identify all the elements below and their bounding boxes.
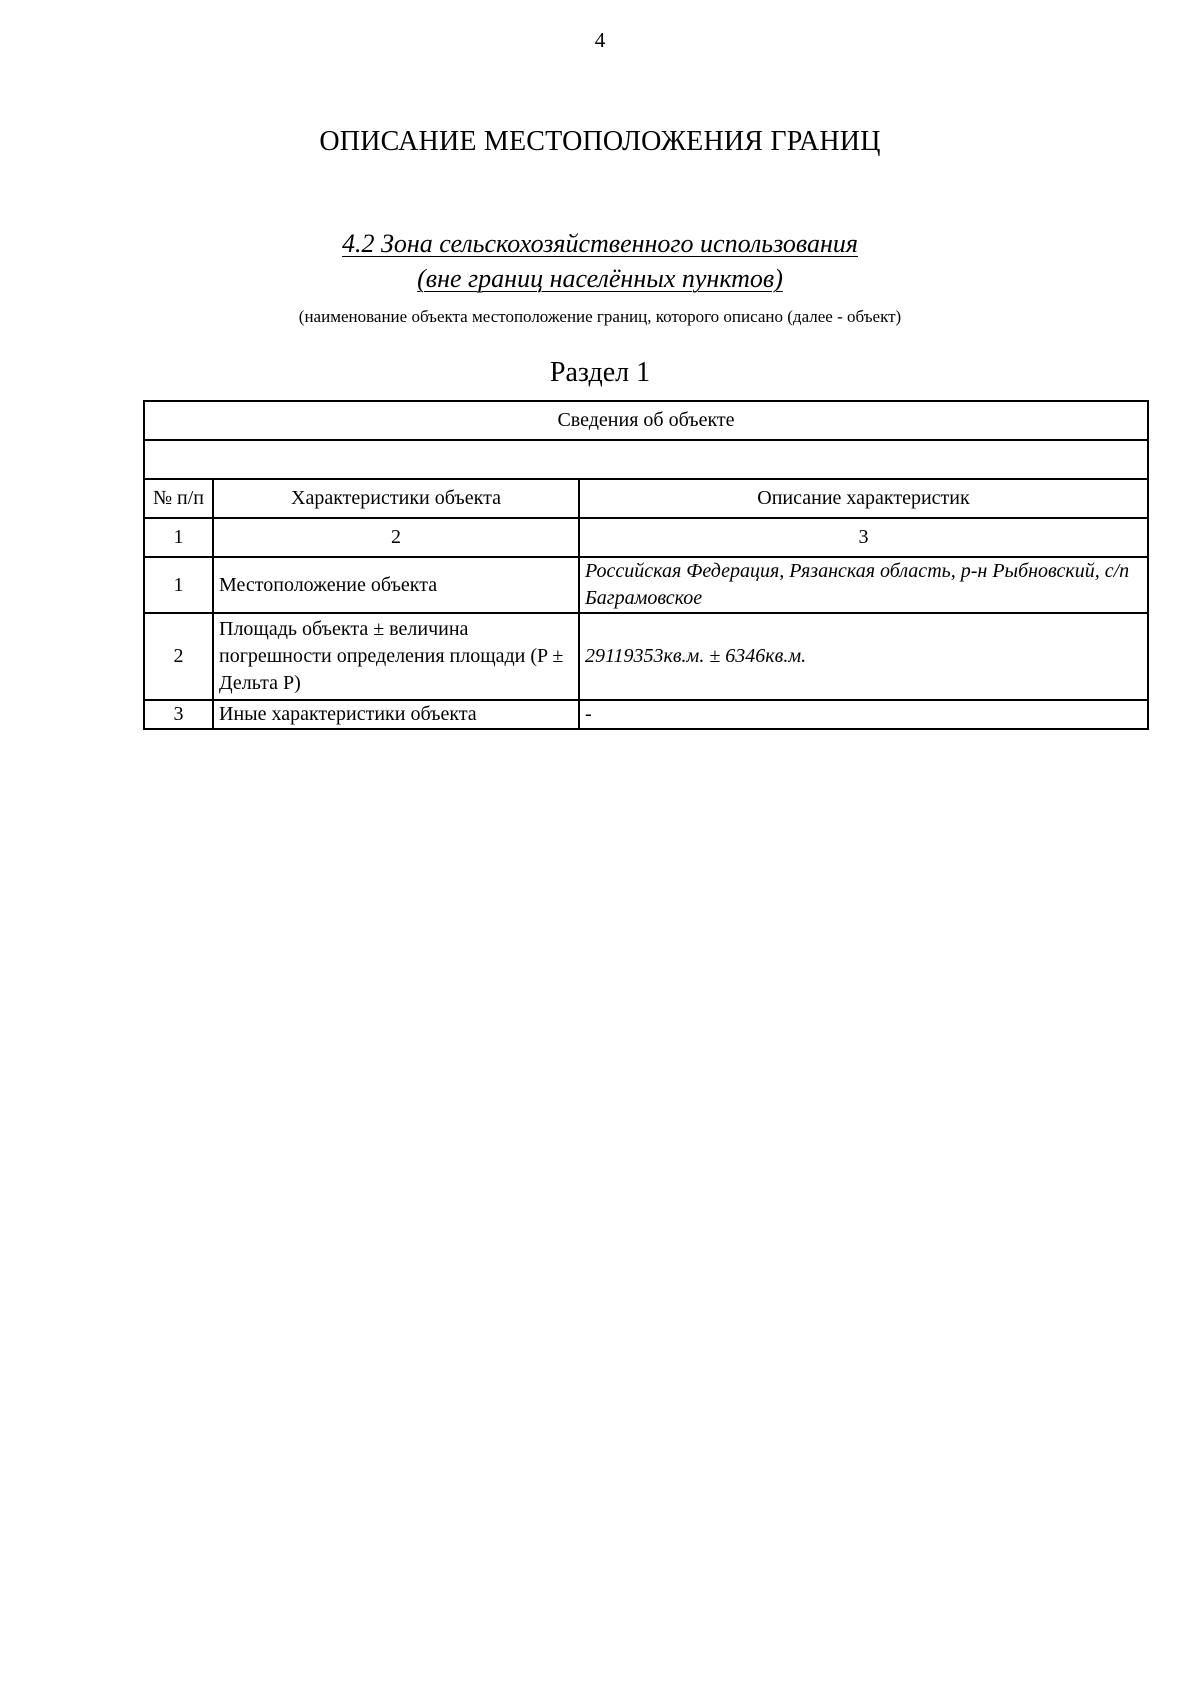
document-title: ОПИСАНИЕ МЕСТОПОЛОЖЕНИЯ ГРАНИЦ (319, 126, 881, 157)
row-description: Российская Федерация, Рязанская область, р-н Рыбновский, с/п Баграмовское (579, 557, 1148, 613)
column-number: 1 (144, 518, 213, 557)
header-description: Описание характеристик (579, 479, 1148, 518)
column-number: 3 (579, 518, 1148, 557)
row-characteristic: Площадь объекта ± величина погрешности определения площади (P ± Дельта P) (213, 613, 579, 700)
table-caption-row (144, 401, 1148, 440)
row-description: 29119353кв.м. ± 6346кв.м. (579, 613, 1148, 700)
object-name-hint: (наименование объекта местоположение границ, которого описано (далее - объект) (298, 307, 902, 326)
table-row (144, 557, 1148, 613)
column-number: 2 (213, 518, 579, 557)
row-characteristic: Местоположение объекта (213, 557, 579, 613)
table-column-numbers-row (144, 518, 1148, 557)
table-row (144, 613, 1148, 700)
page-number: 4 (594, 28, 606, 52)
row-description: - (579, 700, 1148, 729)
row-number: 1 (144, 557, 213, 613)
header-number: № п/п (144, 479, 213, 518)
table-caption: Сведения об объекте (144, 401, 1148, 440)
object-info-table (143, 400, 1149, 730)
section-heading: Раздел 1 (549, 357, 651, 388)
object-name-line-1: 4.2 Зона сельскохозяйственного использования (341, 229, 859, 258)
table-header-row (144, 479, 1148, 518)
row-number: 3 (144, 700, 213, 729)
row-number: 2 (144, 613, 213, 700)
object-name (0, 226, 1200, 296)
object-name-line-2: (вне границ населённых пунктов) (417, 264, 783, 293)
row-characteristic: Иные характеристики объекта (213, 700, 579, 729)
table-blank-row (144, 440, 1148, 479)
table-row (144, 700, 1148, 729)
blank-cell (144, 440, 1148, 479)
header-characteristic: Характеристики объекта (213, 479, 579, 518)
